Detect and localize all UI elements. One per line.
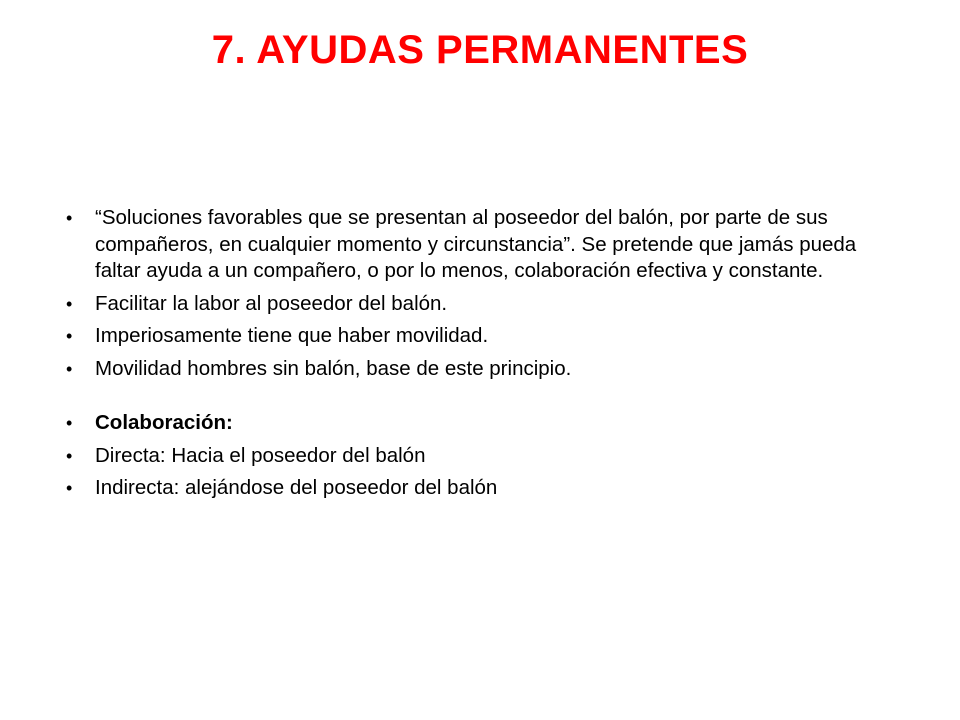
bullet-item-indirecta xyxy=(66,475,906,502)
bullet-item-directa xyxy=(66,443,906,470)
bullet-list xyxy=(66,205,906,508)
bullet-item-facilitar xyxy=(66,291,906,318)
bullet-dot-icon: • xyxy=(66,445,73,466)
bullet-dot-icon: • xyxy=(66,293,73,314)
bullet-text: Imperiosamente tiene que haber movilidad. xyxy=(95,324,489,347)
bullet-item-imperiosamente xyxy=(66,323,906,350)
bullet-text: Indirecta: alejándose del poseedor del balón xyxy=(95,476,498,499)
bullet-text-bold: Colaboración: xyxy=(95,411,233,434)
bullet-item-colaboracion-heading xyxy=(66,410,906,437)
bullet-dot-icon: • xyxy=(66,326,73,346)
bullet-text: Movilidad hombres sin balón, base de este principio. xyxy=(95,356,572,380)
bullet-dot-icon: • xyxy=(66,358,73,379)
slide-title: 7. AYUDAS PERMANENTES xyxy=(211,28,749,72)
bullet-text: Facilitar la labor al poseedor del balón. xyxy=(95,291,448,315)
bullet-dot-icon: • xyxy=(66,208,73,228)
bullet-item-definition xyxy=(66,205,906,285)
bullet-item-movilidad xyxy=(66,356,906,383)
bullet-text: Directa: Hacia el poseedor del balón xyxy=(95,443,426,467)
bullet-dot-icon: • xyxy=(66,413,73,433)
bullet-text: “Soluciones favorables que se presentan al poseedor del balón, por parte de sus compañeros, en cualquier momento y circunstancia”. Se pretende que jamás pueda faltar ayuda a un compañero, o por lo menos, colaboración efectiva y constante. xyxy=(95,206,857,282)
bullet-dot-icon: • xyxy=(66,478,73,498)
